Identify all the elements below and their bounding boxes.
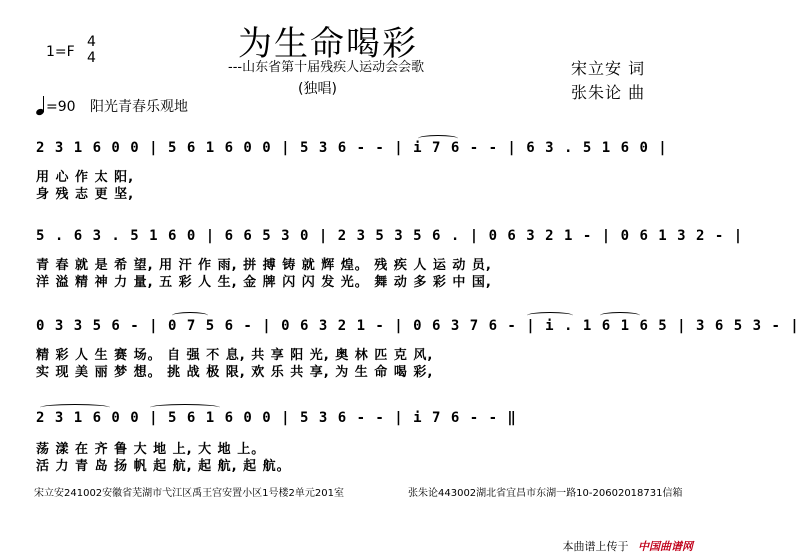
lyricist-address: 宋立安241002安徽省芜湖市弋江区禹王宫安置小区1号楼2单元201室 [34, 488, 344, 499]
lyric-line-3b: 实 现 美 丽 梦 想。 挑 战 极 限, 欢 乐 共 享, 为 生 命 喝 彩, [36, 365, 434, 380]
slur-mark [418, 135, 458, 142]
site-logo: 中国曲谱网 [638, 540, 693, 553]
lyric-line-3a: 精 彩 人 生 赛 场。 自 强 不 息, 共 享 阳 光, 奥 林 匹 克 风, [36, 348, 434, 363]
lyric-line-4a: 荡 漾 在 齐 鲁 大 地 上, 大 地 上。 [36, 442, 266, 457]
slur-mark [40, 404, 110, 411]
composer-credit: 张朱论 曲 [571, 83, 646, 102]
meter-top: 4 [87, 34, 96, 50]
upload-credit [563, 538, 694, 554]
tempo-value: =90 [46, 99, 76, 115]
lyric-line-2b: 洋 溢 精 神 力 量, 五 彩 人 生, 金 牌 闪 闪 发 光。 舞 动 多 彩 中 国, [36, 275, 492, 290]
performance-type: (独唱) [298, 81, 337, 97]
slur-mark [600, 312, 640, 319]
song-subtitle: ---山东省第十届残疾人运动会会歌 [228, 60, 425, 75]
staff-line-1: 2 3 1 6 0 0 | 5 6 1 6 0 0 | 5 3 6 - - | i 7 6 - - | 6 3 . 5 1 6 0 | [36, 140, 668, 156]
tempo-marking [36, 96, 188, 116]
key-signature: 1=F [46, 44, 75, 60]
composer-address: 张朱论443002湖北省宜昌市东湖一路10-20602018731信箱 [408, 488, 683, 499]
lyric-line-1a: 用 心 作 太 阳, [36, 170, 135, 185]
staff-line-2: 5 . 6 3 . 5 1 6 0 | 6 6 5 3 0 | 2 3 5 3 5 6 . | 0 6 3 2 1 - | 0 6 1 3 2 - | [36, 228, 744, 244]
meter-bottom: 4 [87, 50, 96, 66]
slur-mark [172, 312, 208, 319]
song-title: 为生命喝彩 [238, 24, 418, 64]
upload-text: 本曲谱上传于 [562, 540, 629, 553]
lyric-line-4b: 活 力 青 岛 扬 帆 起 航, 起 航, 起 航。 [36, 459, 291, 474]
lyric-line-2a: 青 春 就 是 希 望, 用 汗 作 雨, 拼 搏 铸 就 辉 煌。 残 疾 人 运 动 员, [36, 258, 492, 273]
time-signature [87, 34, 96, 66]
slur-mark [527, 312, 573, 319]
lyric-line-1b: 身 残 志 更 坚, [36, 187, 135, 202]
slur-mark [150, 404, 220, 411]
mood-marking: 阳光青春乐观地 [90, 99, 188, 115]
staff-line-3: 0 3 3 5 6 - | 0 7 5 6 - | 0 6 3 2 1 - | 0 6 3 7 6 - | i . 1 6 1 6 5 | 3 6 5 3 - | [36, 318, 800, 334]
staff-line-4: 2 3 1 6 0 0 | 5 6 1 6 0 0 | 5 3 6 - - | i 7 6 - - ‖ [36, 410, 517, 426]
lyricist-credit: 宋立安 词 [571, 59, 646, 78]
quarter-note-icon [36, 97, 46, 115]
